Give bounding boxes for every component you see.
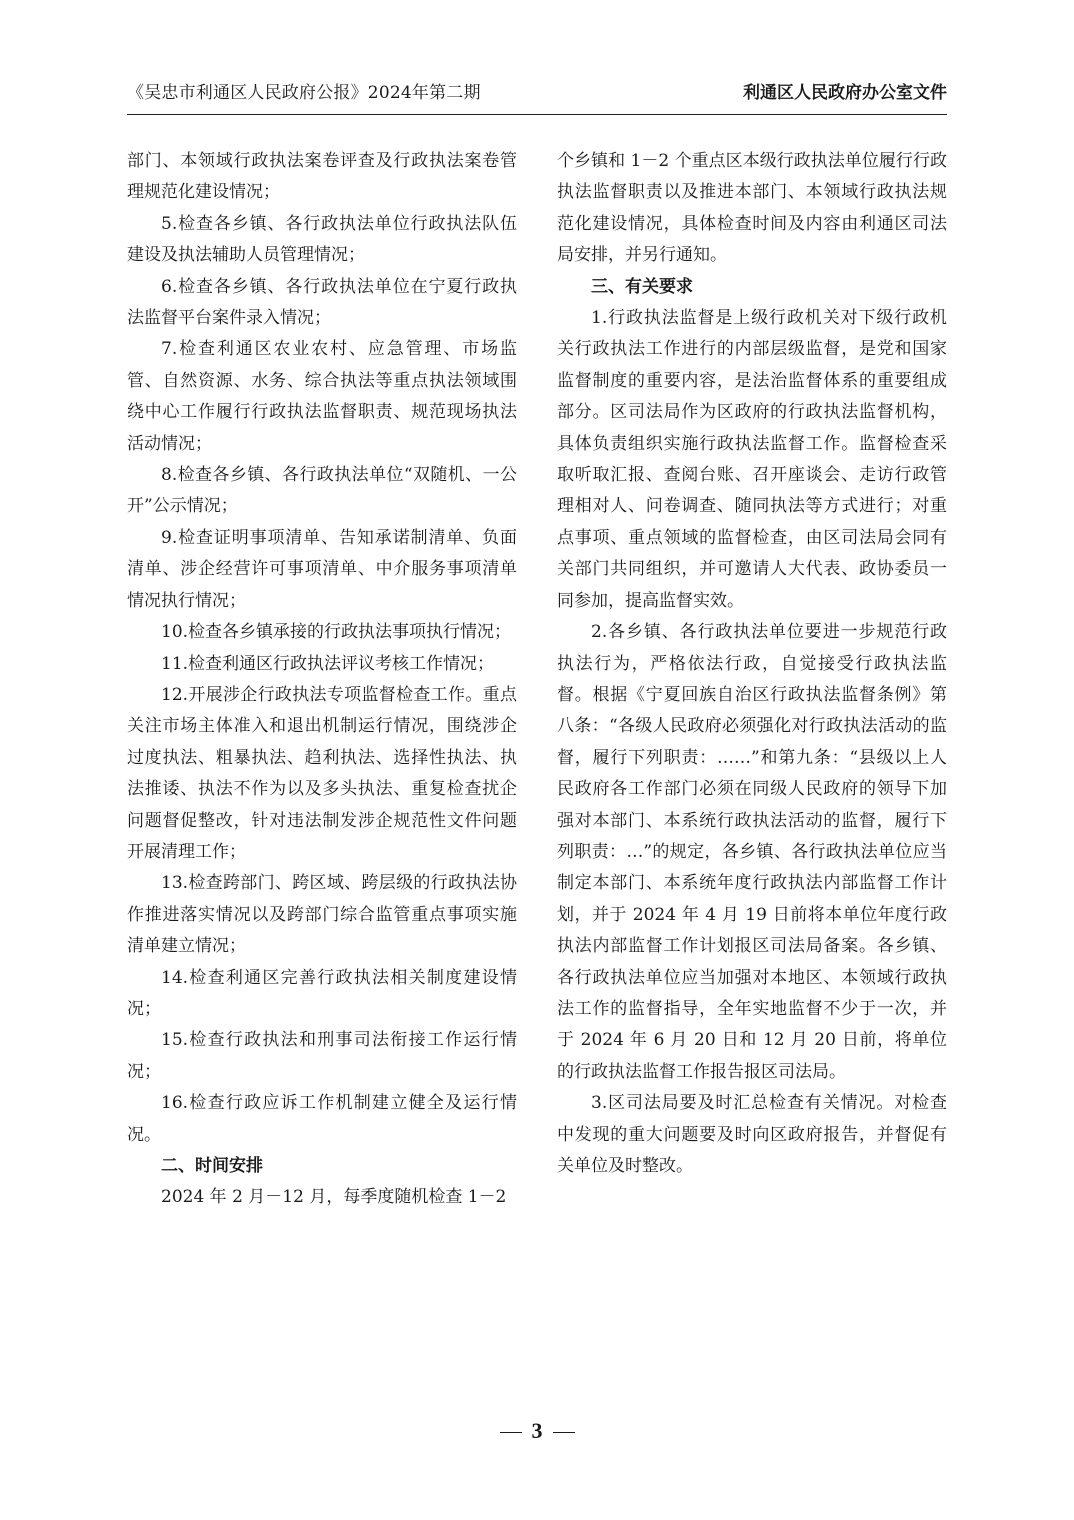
right-column <box>557 146 947 1182</box>
paragraph: 10.检查各乡镇承接的行政执法事项执行情况； <box>161 622 512 643</box>
paragraph: 个乡镇和 1－2 个重点区本级行政执法单位履行行政执法监督职责以及推进本部门、本领域行政执法规范化建设情况，具体检查时间及内容由利通区司法局安排，并另行通知。 <box>557 151 947 266</box>
paragraph: 9.检查证明事项清单、告知承诺制清单、负面清单、涉企经营许可事项清单、中介服务事项清单情况执行情况； <box>127 527 517 611</box>
heading-text: 二、时间安排 <box>161 1156 263 1176</box>
paragraph: 7.检查利通区农业农村、应急管理、市场监管、自然资源、水务、综合执法等重点执法领域围绕中心工作履行行政执法监督职责、规范现场执法活动情况； <box>127 339 517 454</box>
paragraph: 15.检查行政执法和刑事司法衔接工作运行情况； <box>127 1030 517 1082</box>
paragraph: 2.各乡镇、各行政执法单位要进一步规范行政执法行为，严格依法行政，自觉接受行政执法监督。根据《宁夏回族自治区行政执法监督条例》第八条：“各级人民政府必须强化对行政执法活动的监督，履行下列职责：……”和第九条：“县级以上人民政府各工作部门必须在同级人民政府的领导下加强对本部门、本系统行政执法活动的监督，履行下列职责：…”的规定，各乡镇、各行政执法单位应当制定本部门、本系统年度行政执法内部监督工作计划，并于 2024 年 4 月 19 日前将本单位年度行政执法内部监督工作计划报区司法局备案。各乡镇、各行政执法单位应当加强对本地区、本领域行政执法工作的监督指导，全年实地监督不少于一次，并于 2024 年 6 月 20 日和 12 月 20 日前，将单位的行政执法监督工作报告报区司法局。 <box>557 622 947 1082</box>
paragraph: 13.检查跨部门、跨区域、跨层级的行政执法协作推进落实情况以及跨部门综合监管重点事项实施清单建立情况； <box>127 873 517 957</box>
header-divider <box>127 114 947 115</box>
paragraph: 5.检查各乡镇、各行政执法单位行政执法队伍建设及执法辅助人员管理情况； <box>127 213 517 266</box>
document-source: 利通区人民政府办公室文件 <box>743 83 947 103</box>
paragraph: 11.检查利通区行政执法评议考核工作情况； <box>161 653 495 674</box>
paragraph: 8.检查各乡镇、各行政执法单位“双随机、一公开”公示情况； <box>127 465 517 517</box>
section-heading <box>557 272 947 303</box>
left-column <box>127 146 517 1214</box>
heading-text: 三、有关要求 <box>591 276 693 297</box>
paragraph: 部门、本领域行政执法案卷评查及行政执法案卷管理规范化建设情况； <box>127 151 517 203</box>
section-heading <box>127 1151 517 1182</box>
publication-title: 《吴忠市利通区人民政府公报》2024年第二期 <box>127 83 481 103</box>
paragraph: 14.检查利通区完善行政执法相关制度建设情况； <box>127 967 517 1019</box>
page-number: 3 <box>531 1418 543 1443</box>
paragraph: 16.检查行政应诉工作机制建立健全及运行情况。 <box>127 1093 517 1145</box>
paragraph: 2024 年 2 月－12 月，每季度随机检查 1－2 <box>161 1187 507 1208</box>
page-footer <box>0 1418 1074 1444</box>
footer-dash-left <box>500 1432 522 1433</box>
paragraph: 12.开展涉企行政执法专项监督检查工作。重点关注市场主体准入和退出机制运行情况，围绕涉企过度执法、粗暴执法、趋利执法、选择性执法、执法推诿、执法不作为以及多头执法、重复检查扰企问题督促整改，针对违法制发涉企规范性文件问题开展清理工作； <box>127 684 517 862</box>
page-header <box>127 76 947 106</box>
paragraph: 6.检查各乡镇、各行政执法单位在宁夏行政执法监督平台案件录入情况； <box>127 276 517 329</box>
paragraph: 1.行政执法监督是上级行政机关对下级行政机关行政执法工作进行的内部层级监督，是党和国家监督制度的重要内容，是法治监督体系的重要组成部分。区司法局作为区政府的行政执法监督机构，具体负责组织实施行政执法监督工作。监督检查采取听取汇报、查阅台账、召开座谈会、走访行政管理相对人、问卷调查、随同执法等方式进行；对重点事项、重点领域的监督检查，由区司法局会同有关部门共同组织，并可邀请人大代表、政协委员一同参加，提高监督实效。 <box>557 308 947 611</box>
footer-dash-right <box>553 1432 575 1433</box>
paragraph: 3.区司法局要及时汇总检查有关情况。对检查中发现的重大问题要及时向区政府报告，并督促有关单位及时整改。 <box>557 1093 947 1176</box>
